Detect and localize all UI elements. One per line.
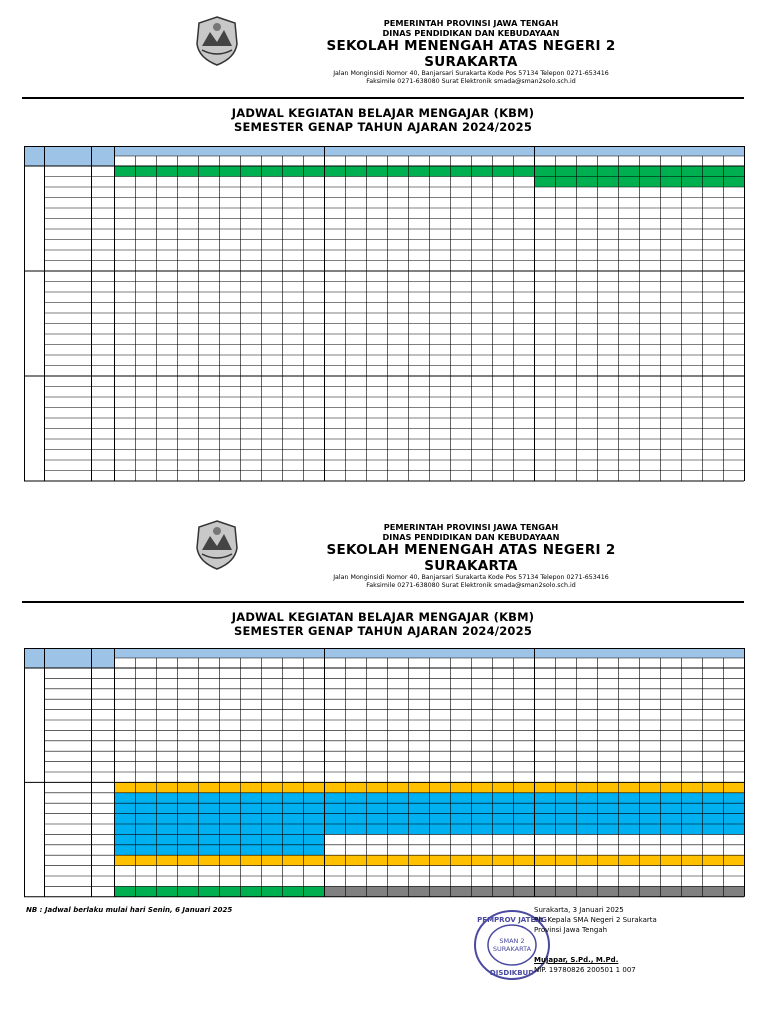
- school-contact: Faksimile 0271-638080 Surat Elektronik smada@sman2solo.sch.id: [366, 582, 576, 589]
- table-header-slots: [114, 156, 744, 166]
- signature-nip: NIP. 19780826 200501 1 007: [534, 966, 636, 974]
- header-divider: [22, 601, 744, 603]
- schedule-table-1: [24, 146, 745, 482]
- stamp-bottom-text: DISDIKBUD: [489, 969, 535, 977]
- signature-role: Plt. Kepala SMA Negeri 2 Surakarta: [534, 916, 657, 924]
- validity-note: NB : Jadwal berlaku mulai hari Senin, 6 Januari 2025: [26, 906, 233, 914]
- schedule-subtitle: SEMESTER GENAP TAHUN AJARAN 2024/2025: [233, 120, 533, 134]
- schedule-cell-fill: [534, 177, 744, 188]
- stamp-top-text: PEMPROV JATENG: [477, 916, 547, 924]
- schedule-cell-fill: [114, 855, 744, 865]
- school-city: SURAKARTA: [424, 54, 518, 70]
- table-header-slots: [114, 658, 744, 668]
- stamp-center-text-1: SMAN 2: [499, 937, 525, 945]
- signature-block: [534, 905, 657, 975]
- schedule-table-2: [24, 648, 745, 898]
- signature-region: Provinsi Jawa Tengah: [534, 926, 608, 934]
- school-contact: Faksimile 0271-638080 Surat Elektronik smada@sman2solo.sch.id: [366, 78, 576, 85]
- header-line-2: DINAS PENDIDIKAN DAN KEBUDAYAAN: [382, 532, 560, 542]
- school-city: SURAKARTA: [424, 558, 518, 574]
- school-name: SEKOLAH MENENGAH ATAS NEGERI 2: [326, 542, 616, 558]
- header-divider: [22, 97, 744, 99]
- header-line-1: PEMERINTAH PROVINSI JAWA TENGAH: [383, 522, 559, 532]
- stamp-center-text-2: SURAKARTA: [492, 945, 532, 953]
- school-name: SEKOLAH MENENGAH ATAS NEGERI 2: [326, 38, 616, 54]
- schedule-title: JADWAL KEGIATAN BELAJAR MENGAJAR (KBM): [231, 106, 535, 120]
- header-line-2: DINAS PENDIDIKAN DAN KEBUDAYAAN: [382, 28, 560, 38]
- schedule-cell-fill: [114, 166, 744, 177]
- schedule-title: JADWAL KEGIATAN BELAJAR MENGAJAR (KBM): [231, 610, 535, 624]
- signature-name: Mujapar, S.Pd., M.Pd.: [534, 956, 619, 964]
- signature-place-date: Surakarta, 3 Januari 2025: [534, 906, 624, 914]
- schedule-cell-fill: [114, 782, 744, 792]
- school-address: Jalan Monginsidi Nomor 40, Banjarsari Surakarta Kode Pos 57134 Telepon 0271-653416: [333, 70, 609, 77]
- header-line-1: PEMERINTAH PROVINSI JAWA TENGAH: [383, 18, 559, 28]
- school-address: Jalan Monginsidi Nomor 40, Banjarsari Surakarta Kode Pos 57134 Telepon 0271-653416: [333, 574, 609, 581]
- schedule-cell-fill: [114, 886, 324, 896]
- schedule-subtitle: SEMESTER GENAP TAHUN AJARAN 2024/2025: [233, 624, 533, 638]
